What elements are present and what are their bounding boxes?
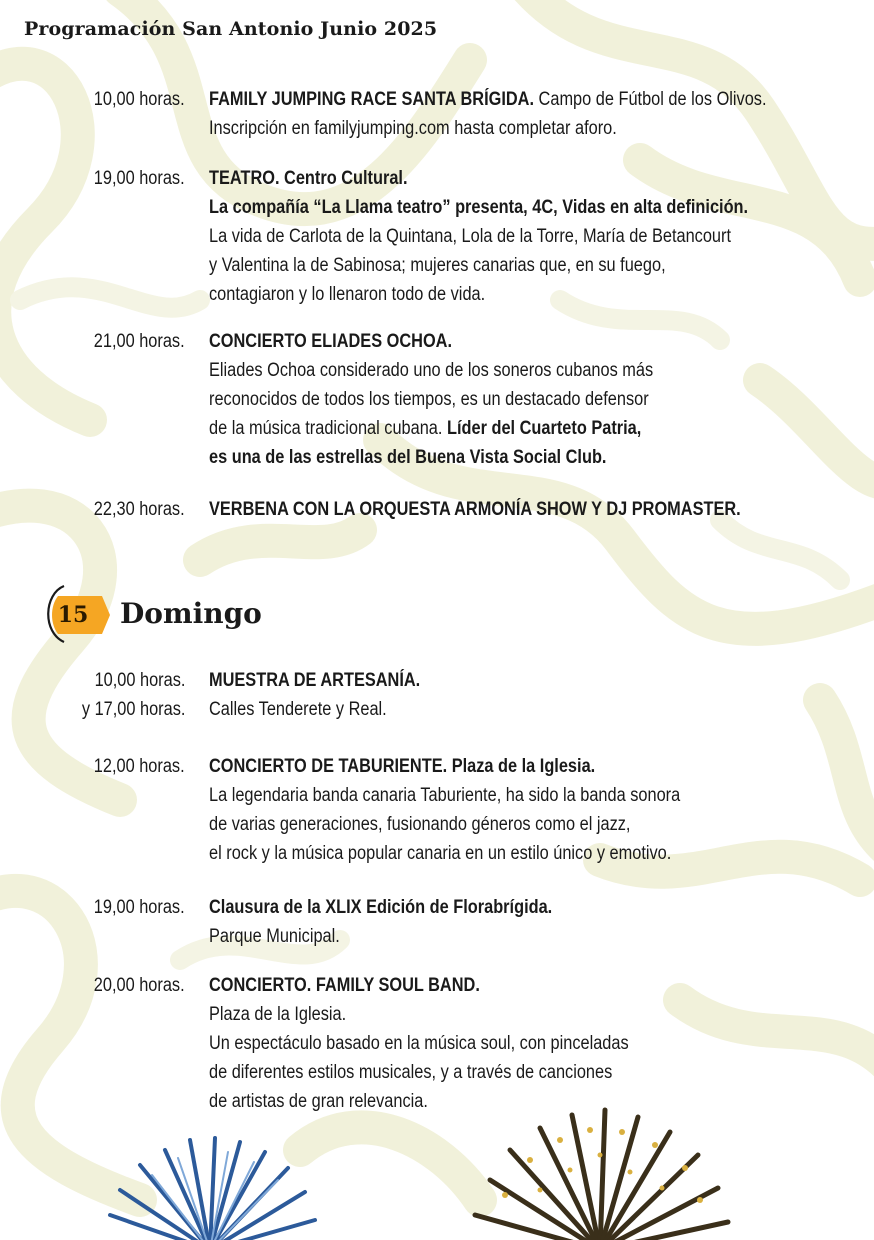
text: La vida de Carlota de la Quintana, Lola de la Torre, María de Betancourt [209,226,732,247]
description-line [209,414,759,443]
text: de artistas de gran relevancia. [209,1091,428,1112]
event-description [209,164,759,309]
description-line [209,193,759,222]
bold-text: CONCIERTO ELIADES OCHOA. [209,331,453,352]
bold-text: La compañía “La Llama teatro” presenta, 4C, Vidas en alta definición. [209,197,749,218]
text: de diferentes estilos musicales, y a través de canciones [209,1062,613,1083]
event-time [94,752,185,781]
event-description [209,893,759,951]
description-line [209,971,759,1000]
description-line [209,222,759,251]
text: Eliades Ochoa considerado uno de los soneros cubanos más [209,360,654,381]
text: y Valentina la de Sabinosa; mujeres canarias que, en su fuego, [209,255,666,276]
event-time-line: 21,00 horas. [94,331,185,352]
description-line [209,1029,759,1058]
event-time [94,327,185,356]
description-line [209,781,759,810]
description-line [209,356,759,385]
text: de varias generaciones, fusionando géneros como el jazz, [209,814,631,835]
text: contagiaron y lo llenaron todo de vida. [209,284,486,305]
event-time-line: 12,00 horas. [94,756,185,777]
event-time-line: y 17,00 horas. [81,699,185,720]
event-description [209,495,759,524]
text: Plaza de la Iglesia. [209,1004,347,1025]
bold-text: CONCIERTO. FAMILY SOUL BAND. [209,975,480,996]
event-time [94,495,185,524]
text: el rock y la música popular canaria en un estilo único y emotivo. [209,843,672,864]
description-line [209,839,759,868]
description-line [209,922,759,951]
event-time-line: 10,00 horas. [94,670,185,691]
day-name: Domingo [120,597,262,630]
description-line [209,443,759,472]
text: Campo de Fútbol de los Olivos. [534,89,767,110]
text: de la música tradicional cubana. [209,418,447,439]
day-number: 15 [57,602,89,628]
description-line [209,114,759,143]
description-line [209,1058,759,1087]
text: Inscripción en familyjumping.com hasta completar aforo. [209,118,617,139]
text: Parque Municipal. [209,926,340,947]
event-time-line: 22,30 horas. [94,499,185,520]
bold-text: Clausura de la XLIX Edición de Florabrígida. [209,897,553,918]
event-time [81,666,185,724]
description-line [209,251,759,280]
description-line [209,85,767,114]
event-time [94,164,185,193]
day-heading [42,580,342,650]
description-line [209,752,759,781]
event-description [209,85,767,143]
event-time [94,85,185,114]
event-time [94,971,185,1000]
event-time-line: 19,00 horas. [94,168,185,189]
description-line [209,280,759,309]
description-line [209,893,759,922]
text: Calles Tenderete y Real. [209,699,387,720]
text: reconocidos de todos los tiempos, es un destacado defensor [209,389,649,410]
bold-text: VERBENA CON LA ORQUESTA ARMONÍA SHOW Y DJ PROMASTER. [209,499,741,520]
description-line [209,810,759,839]
event-description [209,666,759,724]
description-line [209,1087,759,1116]
event-time [94,893,185,922]
text: Un espectáculo basado en la música soul, con pinceladas [209,1033,629,1054]
event-description [209,752,759,868]
bold-text: es una de las estrellas del Buena Vista Social Club. [209,447,607,468]
description-line [209,385,759,414]
description-line [209,666,759,695]
bold-text: FAMILY JUMPING RACE SANTA BRÍGIDA. [209,89,535,110]
event-time-line: 20,00 horas. [94,975,185,996]
description-line [209,164,759,193]
text: La legendaria banda canaria Taburiente, ha sido la banda sonora [209,785,681,806]
page-title: Programación San Antonio Junio 2025 [24,18,438,40]
bold-text: TEATRO. Centro Cultural. [209,168,408,189]
bold-text: Líder del Cuarteto Patria, [446,418,642,439]
event-description [209,327,759,472]
event-time-line: 10,00 horas. [94,89,185,110]
description-line [209,327,759,356]
bold-text: CONCIERTO DE TABURIENTE. Plaza de la Iglesia. [209,756,596,777]
description-line [209,695,759,724]
bold-text: MUESTRA DE ARTESANÍA. [209,670,421,691]
event-description [209,971,759,1116]
description-line [209,495,759,524]
event-time-line: 19,00 horas. [94,897,185,918]
description-line [209,1000,759,1029]
